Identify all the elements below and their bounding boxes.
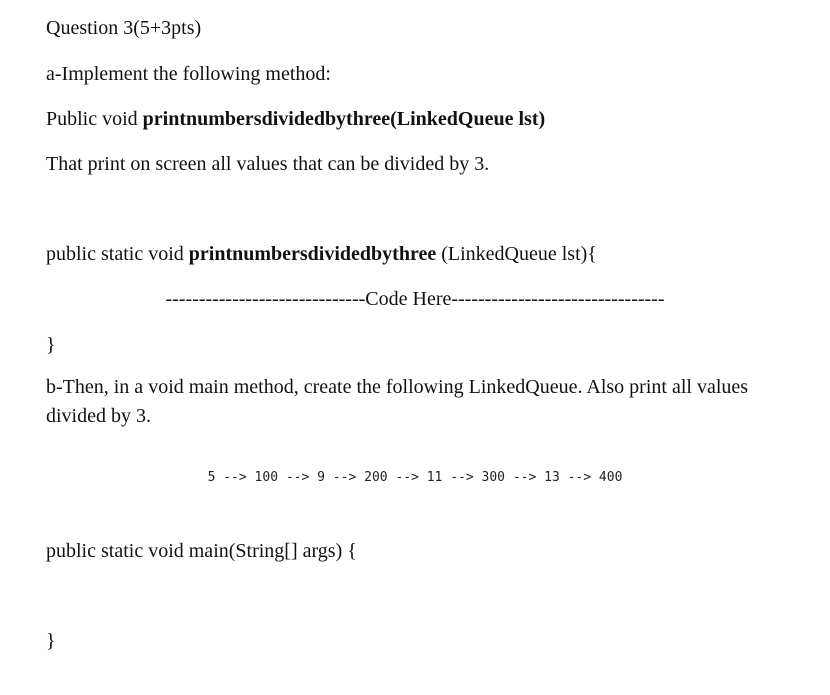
signature-prefix: Public void [46,108,143,130]
code-signature [46,242,597,266]
question-title: Question 3(5+3pts) [46,17,202,39]
linked-queue-display: 5 --> 100 --> 9 --> 200 --> 11 --> 300 --> 13 --> 400 [207,470,623,485]
part-a-description: That print on screen all values that can be divided by 3. [46,153,490,175]
code-method-name: printnumbersdividedbythree [188,243,437,265]
main-closing-brace: } [46,630,56,652]
code-closing-brace: } [46,334,56,356]
main-signature: public static void main(String[] args) { [46,540,357,562]
code-signature-prefix: public static void [46,243,189,265]
signature-method: printnumbersdividedbythree(LinkedQueue lst) [142,108,546,130]
part-a-signature [46,107,545,131]
code-here-placeholder: ------------------------------Code Here-------------------------------- [165,288,665,310]
part-b-instruction: b-Then, in a void main method, create the following LinkedQueue. Also print all values divided by 3. [46,376,749,427]
part-a-instruction: a-Implement the following method: [46,63,331,85]
code-signature-suffix: (LinkedQueue lst){ [436,243,597,265]
